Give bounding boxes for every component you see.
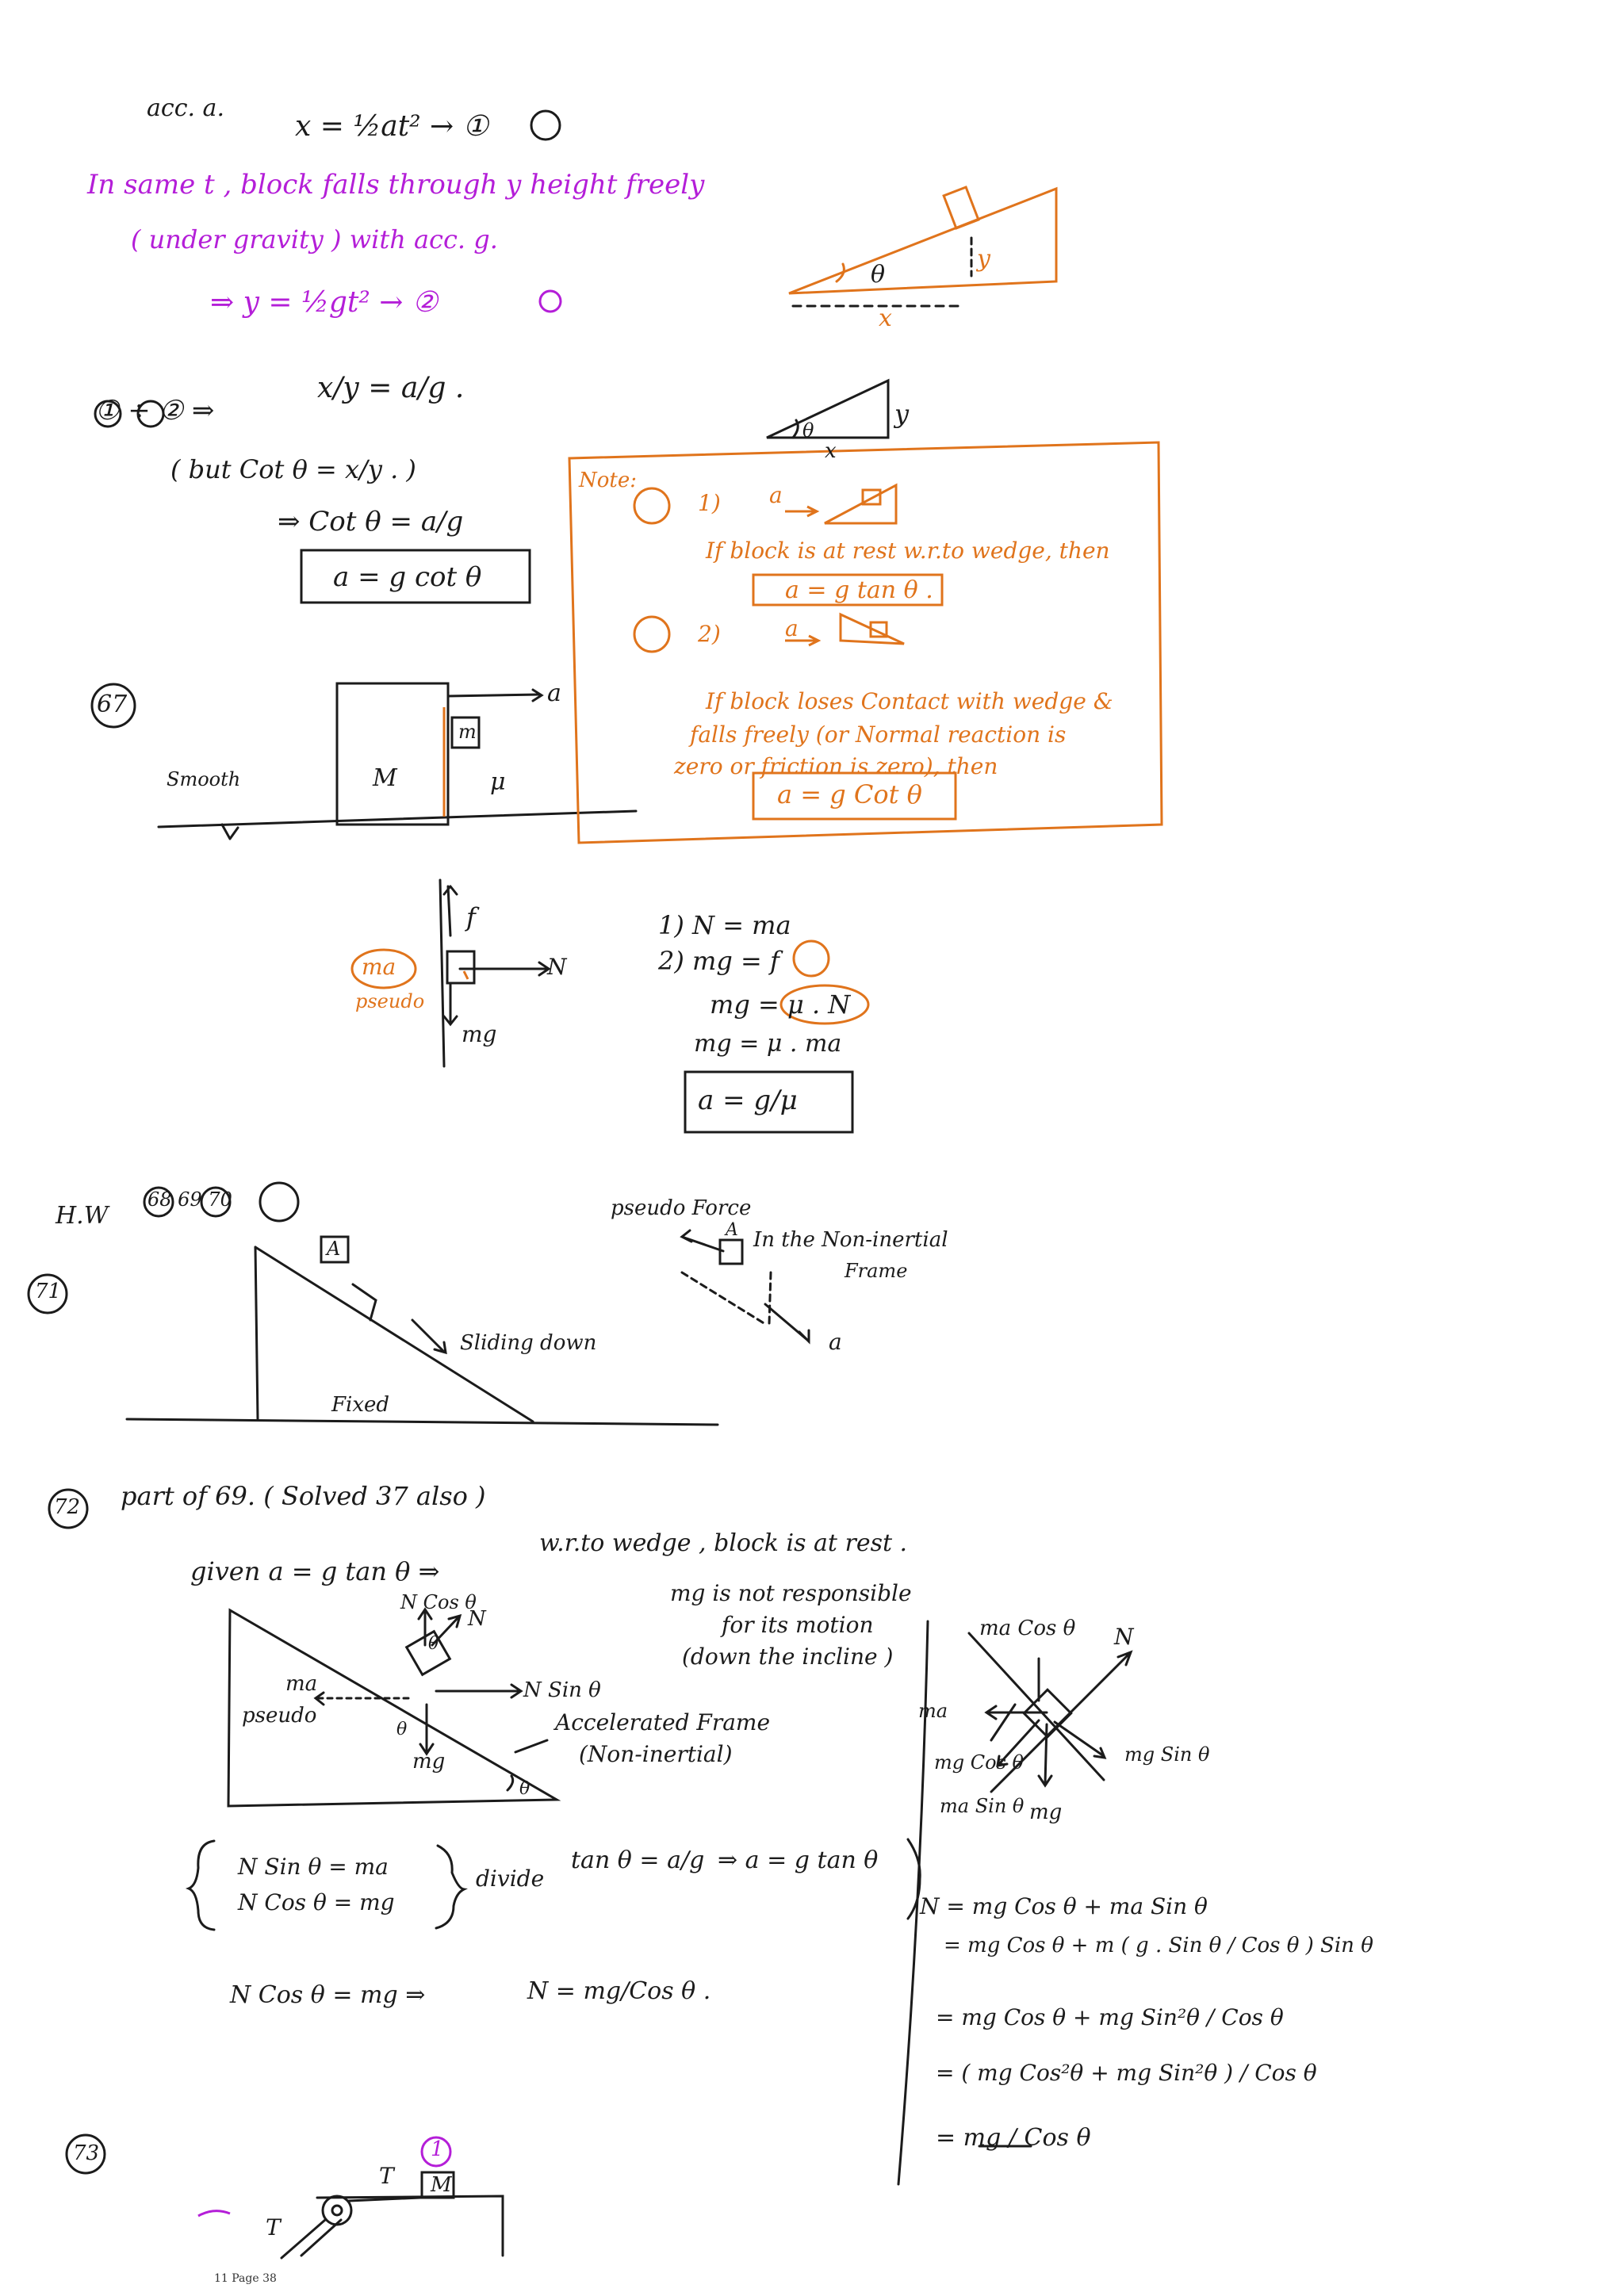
fbd-pseudo: pseudo <box>355 990 425 1012</box>
same-t-line-1: In same t , block falls through y height freely <box>87 169 705 201</box>
sliding-down: Sliding down <box>460 1331 597 1355</box>
smooth-label: Smooth <box>167 768 241 790</box>
eq-mg-muma: mg = μ . ma <box>694 1030 842 1058</box>
q71-label: 71 <box>35 1280 62 1303</box>
small-triangle <box>767 381 888 438</box>
right-mgcos: mg Cos θ <box>934 1751 1024 1774</box>
block-A-2: A <box>726 1220 738 1240</box>
fbd-ma: ma <box>362 954 396 980</box>
part-of-69: part of 69. ( Solved 37 also ) <box>121 1481 486 1511</box>
small-tri-theta: θ <box>802 419 814 442</box>
same-t-line-2: ( under gravity ) with acc. g. <box>131 224 498 254</box>
q67-label: 67 <box>97 691 128 718</box>
note-1: 1) <box>698 490 721 516</box>
mass-M-73: M <box>431 2173 452 2197</box>
fig-x: x <box>879 304 892 332</box>
right-macos: ma Cos θ <box>979 1617 1076 1640</box>
derivation-1: N = mg Cos θ + ma Sin θ <box>920 1893 1208 1919</box>
right-masin: ma Sin θ <box>940 1795 1025 1817</box>
wedge-theta-3: θ <box>519 1779 530 1799</box>
tan-line: tan θ = a/g <box>571 1846 705 1874</box>
fixed-label: Fixed <box>331 1393 390 1417</box>
incline-figure <box>789 187 1056 293</box>
small-tri-y: y <box>894 399 910 429</box>
mark-1: 1 <box>431 2137 444 2161</box>
note-text-2b: falls freely (or Normal reaction is <box>690 721 1067 748</box>
block-A: A <box>327 1238 341 1260</box>
eq-N-ma: 1) N = ma <box>658 910 791 940</box>
fig-y: y <box>977 245 990 273</box>
resp-3: (down the incline ) <box>682 1644 894 1670</box>
right-mg: mg <box>1029 1800 1063 1824</box>
hw-numbers: 68 69 70 <box>147 1188 232 1211</box>
resp-2: for its motion <box>722 1612 874 1638</box>
but-line: ( but Cot θ = x/y . ) <box>170 454 416 484</box>
derivation-3: = mg Cos θ + mg Sin²θ / Cos θ <box>936 2004 1284 2030</box>
note-label: Note: <box>579 469 637 492</box>
right-mgsin: mg Sin θ <box>1124 1743 1210 1766</box>
x-over-y: x/y = a/g . <box>317 372 465 404</box>
a-label-67: a <box>547 679 561 707</box>
fbd-f: f <box>466 902 476 932</box>
accelerated-2: (Non-inertial) <box>579 1741 733 1767</box>
page-footer: 11 Page 38 <box>214 2272 277 2285</box>
result-1: a = g cot θ <box>333 561 482 593</box>
equation-2: ⇒ y = ½gt² → ② <box>210 286 439 319</box>
q73-label: 73 <box>73 2141 100 2165</box>
wedge-NSin: N Sin θ <box>523 1678 601 1702</box>
note-result-2: a = g Cot θ <box>777 779 922 809</box>
system-1: N Sin θ = ma <box>238 1854 389 1880</box>
right-ma: ma <box>918 1700 948 1722</box>
note-2: 2) <box>698 621 721 647</box>
note-a1: a <box>769 482 783 508</box>
given-line: given a = g tan θ ⇒ <box>190 1556 440 1586</box>
fig-theta: θ <box>871 261 886 289</box>
wedge-mg: mg <box>412 1750 446 1774</box>
wrt-wedge: w.r.to wedge , block is at rest . <box>539 1529 908 1557</box>
right-N: N <box>1114 1624 1134 1650</box>
accelerated-1: Accelerated Frame <box>555 1709 771 1735</box>
note-a2: a <box>785 615 799 641</box>
block-M <box>337 683 448 825</box>
note-result-1: a = g tan θ . <box>785 576 933 604</box>
ncos-mg: N Cos θ = mg ⇒ <box>230 1981 426 2009</box>
wedge-N: N <box>468 1607 486 1631</box>
mass-m: m <box>458 721 477 743</box>
note-text-2c: zero or friction is zero), then <box>674 753 998 779</box>
equation-1: x = ½at² → ① <box>295 110 488 143</box>
non-inertial-1: In the Non-inertial <box>753 1228 948 1252</box>
mass-M: M <box>373 764 397 792</box>
wedge-theta-1: θ <box>428 1634 439 1654</box>
q72-label: 72 <box>54 1495 81 1519</box>
note-text-2a: If block loses Contact with wedge & <box>706 688 1113 714</box>
note-text-1: If block is at rest w.r.to wedge, then <box>706 538 1110 564</box>
a-label-71: a <box>829 1329 842 1355</box>
cot-line: ⇒ Cot θ = a/g <box>278 506 464 538</box>
wedge-ma: ma <box>285 1672 318 1696</box>
eq-mg-f: 2) mg = f <box>658 946 779 976</box>
resp-1: mg is not responsible <box>670 1580 912 1606</box>
derivation-4: = ( mg Cos²θ + mg Sin²θ ) / Cos θ <box>936 2060 1317 2086</box>
eq-mg-muN: mg = μ . N <box>710 989 851 1020</box>
divide-word: divide <box>476 1866 545 1892</box>
fbd-mg: mg <box>462 1021 497 1047</box>
derivation-2: = mg Cos θ + m ( g . Sin θ / Cos θ ) Sin θ <box>944 1934 1373 1957</box>
wedge-theta-2: θ <box>396 1720 408 1739</box>
fbd-N: N <box>547 954 567 980</box>
wedge-pseudo: pseudo <box>242 1704 317 1728</box>
wedge-NCos: N Cos θ <box>400 1591 477 1613</box>
circle-1-mark <box>531 111 560 140</box>
result-2: a = g/μ <box>698 1085 798 1116</box>
system-2: N Cos θ = mg <box>238 1889 395 1915</box>
tension-T2: T <box>266 2214 281 2241</box>
divide-line: ① ÷ ② ⇒ <box>95 395 215 427</box>
acc-label: acc. a. <box>147 94 224 122</box>
non-inertial-2: Frame <box>845 1260 908 1282</box>
tension-T1: T <box>379 2163 394 2189</box>
mu-label: μ <box>490 768 506 796</box>
implies-line: ⇒ a = g tan θ <box>718 1846 879 1874</box>
pseudo-force: pseudo Force <box>611 1196 752 1220</box>
derivation-5: = mg / Cos θ <box>936 2124 1091 2152</box>
N-equals: N = mg/Cos θ . <box>527 1977 711 2005</box>
small-tri-x: x <box>825 439 837 463</box>
hw-label: H.W <box>56 1202 109 1230</box>
